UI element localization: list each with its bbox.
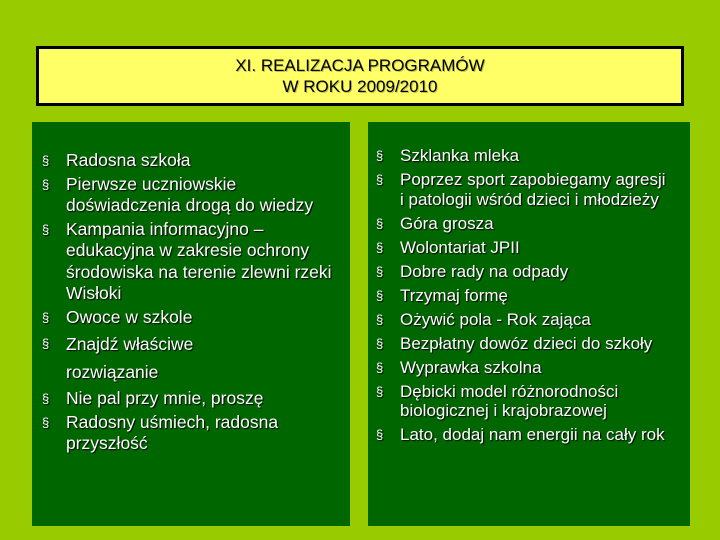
bullet-icon: §	[376, 311, 384, 327]
list-item-text: Radosny uśmiech, radosna przyszłość	[66, 411, 279, 453]
list-item-text: Kampania informacyjno – edukacyjna w zakresie ochrony środowiska na terenie zlewni rzeki Wisłoki	[66, 218, 332, 303]
list-item-text: Nie pal przy mnie, proszę	[66, 388, 264, 408]
bullet-icon: §	[376, 172, 384, 187]
list-item-text: Szklanka mleka	[400, 146, 520, 165]
slide-title-line-1: XI. REALIZACJA PROGRAMÓW	[235, 56, 485, 75]
list-item	[42, 330, 340, 386]
list-item	[42, 307, 340, 329]
list-item	[42, 219, 340, 305]
list-item	[376, 146, 684, 166]
list-item-text: Dobre rady na odpady	[400, 261, 569, 281]
bullet-icon: §	[42, 176, 50, 192]
list-item	[42, 412, 340, 455]
bullet-icon: §	[376, 359, 384, 375]
list-item-text: Bezpłatny dowóz dzieci do szkoły	[400, 333, 653, 353]
list-item	[42, 150, 340, 172]
list-item-text: Wolontariat JPII	[400, 237, 520, 257]
right-panel	[368, 122, 690, 526]
list-item-text: Znajdź właściwe rozwiązanie	[66, 334, 194, 382]
bullet-icon: §	[376, 427, 384, 442]
list-item	[376, 310, 684, 330]
list-item	[376, 334, 684, 354]
slide-title-box	[36, 46, 684, 106]
bullet-icon: §	[376, 215, 384, 231]
list-item-text: Wyprawka szkolna	[400, 357, 542, 377]
left-program-list	[42, 150, 340, 455]
list-item-text: Pierwsze uczniowskie doświadczenia drogą do wiedzy	[66, 173, 314, 215]
bullet-icon: §	[42, 153, 50, 168]
list-item	[376, 170, 684, 209]
list-item	[42, 388, 340, 410]
bullet-icon: §	[42, 221, 50, 237]
bullet-icon: §	[376, 148, 384, 163]
list-item-text: Ożywić pola - Rok zająca	[400, 309, 591, 329]
list-item-text: Radosna szkoła	[66, 150, 191, 170]
bullet-icon: §	[376, 383, 384, 399]
list-item-text: Dębicki model różnorodności biologicznej i krajobrazowej	[400, 381, 619, 420]
bullet-icon: §	[42, 309, 50, 325]
left-panel	[32, 122, 350, 526]
list-item	[42, 174, 340, 217]
list-item	[376, 425, 684, 445]
list-item-text: Góra grosza	[400, 213, 494, 233]
bullet-icon: §	[376, 287, 384, 303]
list-item	[376, 382, 684, 421]
list-item	[376, 214, 684, 234]
list-item-text: Trzymaj formę	[400, 285, 508, 305]
list-item-text: Poprzez sport zapobiegamy agresji i patologii wśród dzieci i młodzieży	[400, 170, 666, 209]
list-item	[376, 262, 684, 282]
list-item	[376, 358, 684, 378]
slide-title-line-2: W ROKU 2009/2010	[282, 77, 438, 96]
bullet-icon: §	[42, 391, 50, 406]
bullet-icon: §	[42, 336, 50, 351]
bullet-icon: §	[42, 414, 50, 430]
list-item	[376, 286, 684, 306]
bullet-icon: §	[376, 263, 384, 279]
bullet-icon: §	[376, 335, 384, 351]
list-item-text: Owoce w szkole	[66, 306, 193, 327]
list-item	[376, 238, 684, 258]
list-item-text: Lato, dodaj nam energii na cały rok	[400, 425, 665, 444]
right-program-list	[376, 146, 684, 445]
bullet-icon: §	[376, 239, 384, 255]
